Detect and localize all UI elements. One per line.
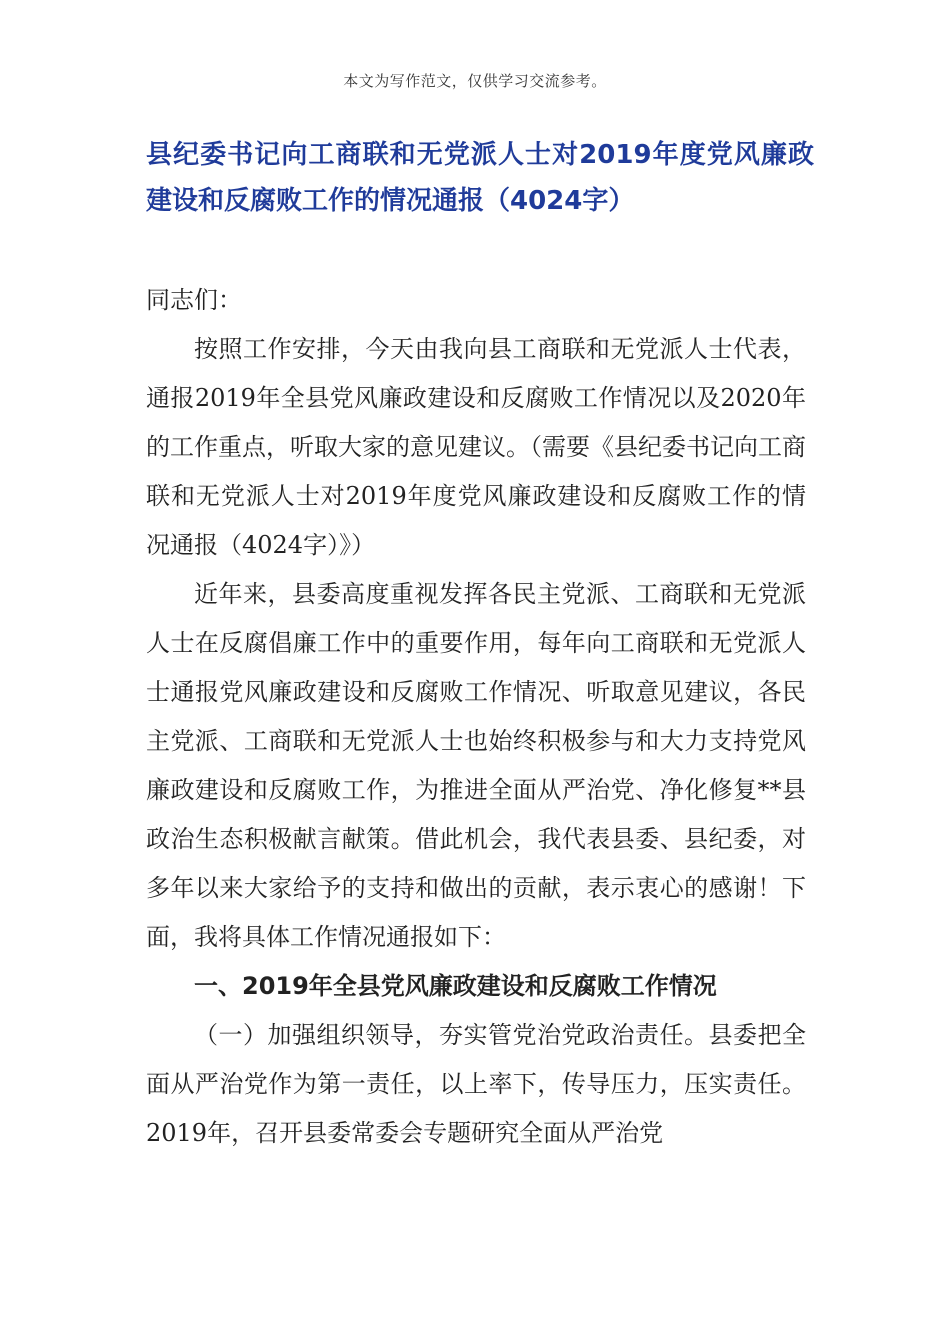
salutation: 同志们：: [146, 286, 242, 314]
paragraph-subsection-1: （一）加强组织领导，夯实管党治党政治责任。县委把全面从严治党作为第一责任，以上率下，传导压力，压实责任。2019年，召开县委常委会专题研究全面从严治党: [146, 1021, 806, 1147]
document-title: 县纪委书记向工商联和无党派人士对2019年度党风廉政建设和反腐败工作的情况通报（4024字）: [146, 140, 814, 216]
header-note: 本文为写作范文，仅供学习交流参考。: [343, 72, 607, 90]
section-heading: 一、2019年全县党风廉政建设和反腐败工作情况: [194, 972, 717, 1000]
document-body: [146, 276, 806, 1158]
paragraph-background: 近年来，县委高度重视发挥各民主党派、工商联和无党派人士在反腐倡廉工作中的重要作用，每年向工商联和无党派人士通报党风廉政建设和反腐败工作情况、听取意见建议，各民主党派、工商联和无党派人士也始终积极参与和大力支持党风廉政建设和反腐败工作，为推进全面从严治党、净化修复**县政治生态积极献言献策。借此机会，我代表县委、县纪委，对多年以来大家给予的支持和做出的贡献，表示衷心的感谢！下面，我将具体工作情况通报如下：: [146, 580, 806, 951]
paragraph-intro: 按照工作安排，今天由我向县工商联和无党派人士代表，通报2019年全县党风廉政建设和反腐败工作情况以及2020年的工作重点，听取大家的意见建议。（需要《县纪委书记向工商联和无党派人士对2019年度党风廉政建设和反腐败工作的情况通报（4024字）》）: [146, 335, 806, 559]
